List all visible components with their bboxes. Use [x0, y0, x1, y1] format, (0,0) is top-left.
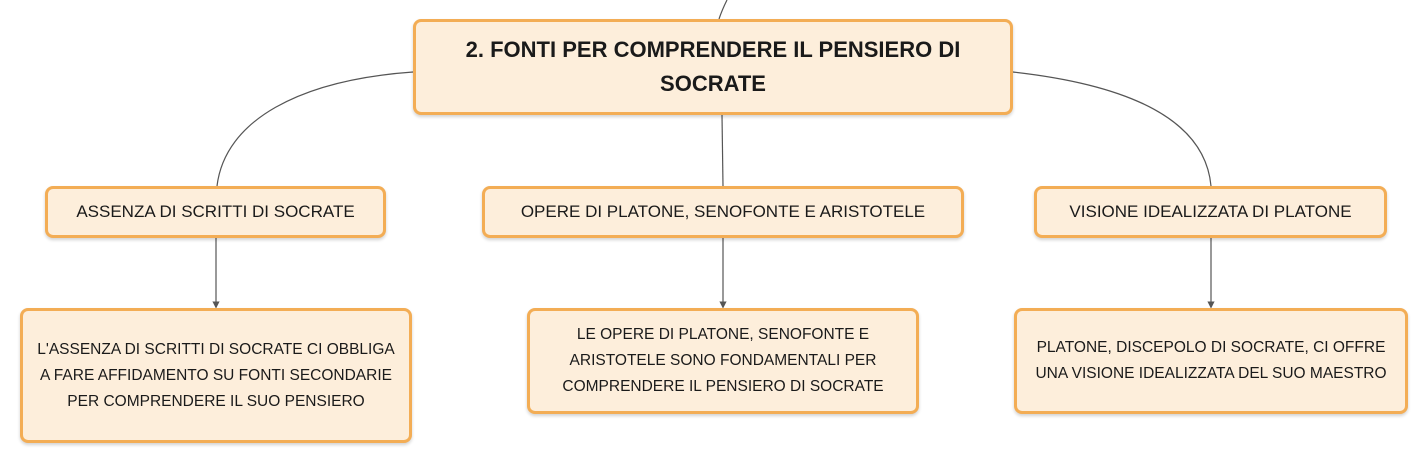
leaf-node-text: LE OPERE DI PLATONE, SENOFONTE E ARISTOTELE SONO FONDAMENTALI PER COMPRENDERE IL PENSIERO DI SOCRATE	[562, 326, 884, 395]
root-node[interactable]	[413, 19, 1013, 115]
branch-node-label: ASSENZA DI SCRITTI DI SOCRATE	[76, 202, 355, 221]
connector-root-to-branch-1	[217, 72, 413, 186]
leaf-node-text: L'ASSENZA DI SCRITTI DI SOCRATE CI OBBLIGA A FARE AFFIDAMENTO SU FONTI SECONDARIE PER COMPRENDERE IL SUO PENSIERO	[37, 340, 395, 410]
branch-node-1[interactable]	[45, 186, 386, 238]
leaf-node-2[interactable]	[527, 308, 919, 414]
branch-node-3[interactable]	[1034, 186, 1387, 238]
branch-node-2[interactable]	[482, 186, 964, 238]
connector-parent-to-root	[719, 0, 727, 19]
branch-node-label: OPERE DI PLATONE, SENOFONTE E ARISTOTELE	[520, 202, 926, 221]
connector-root-to-branch-2	[722, 115, 723, 186]
leaf-node-text: PLATONE, DISCEPOLO DI SOCRATE, CI OFFRE UNA VISIONE IDEALIZZATA DEL SUO MAESTRO	[1035, 339, 1387, 382]
leaf-node-3[interactable]	[1014, 308, 1408, 414]
connector-root-to-branch-3	[1013, 72, 1211, 186]
branch-node-label: VISIONE IDEALIZZATA DI PLATONE	[1069, 202, 1352, 221]
root-node-label: 2. FONTI PER COMPRENDERE IL PENSIERO DI SOCRATE	[465, 37, 961, 96]
leaf-node-1[interactable]	[20, 308, 412, 443]
